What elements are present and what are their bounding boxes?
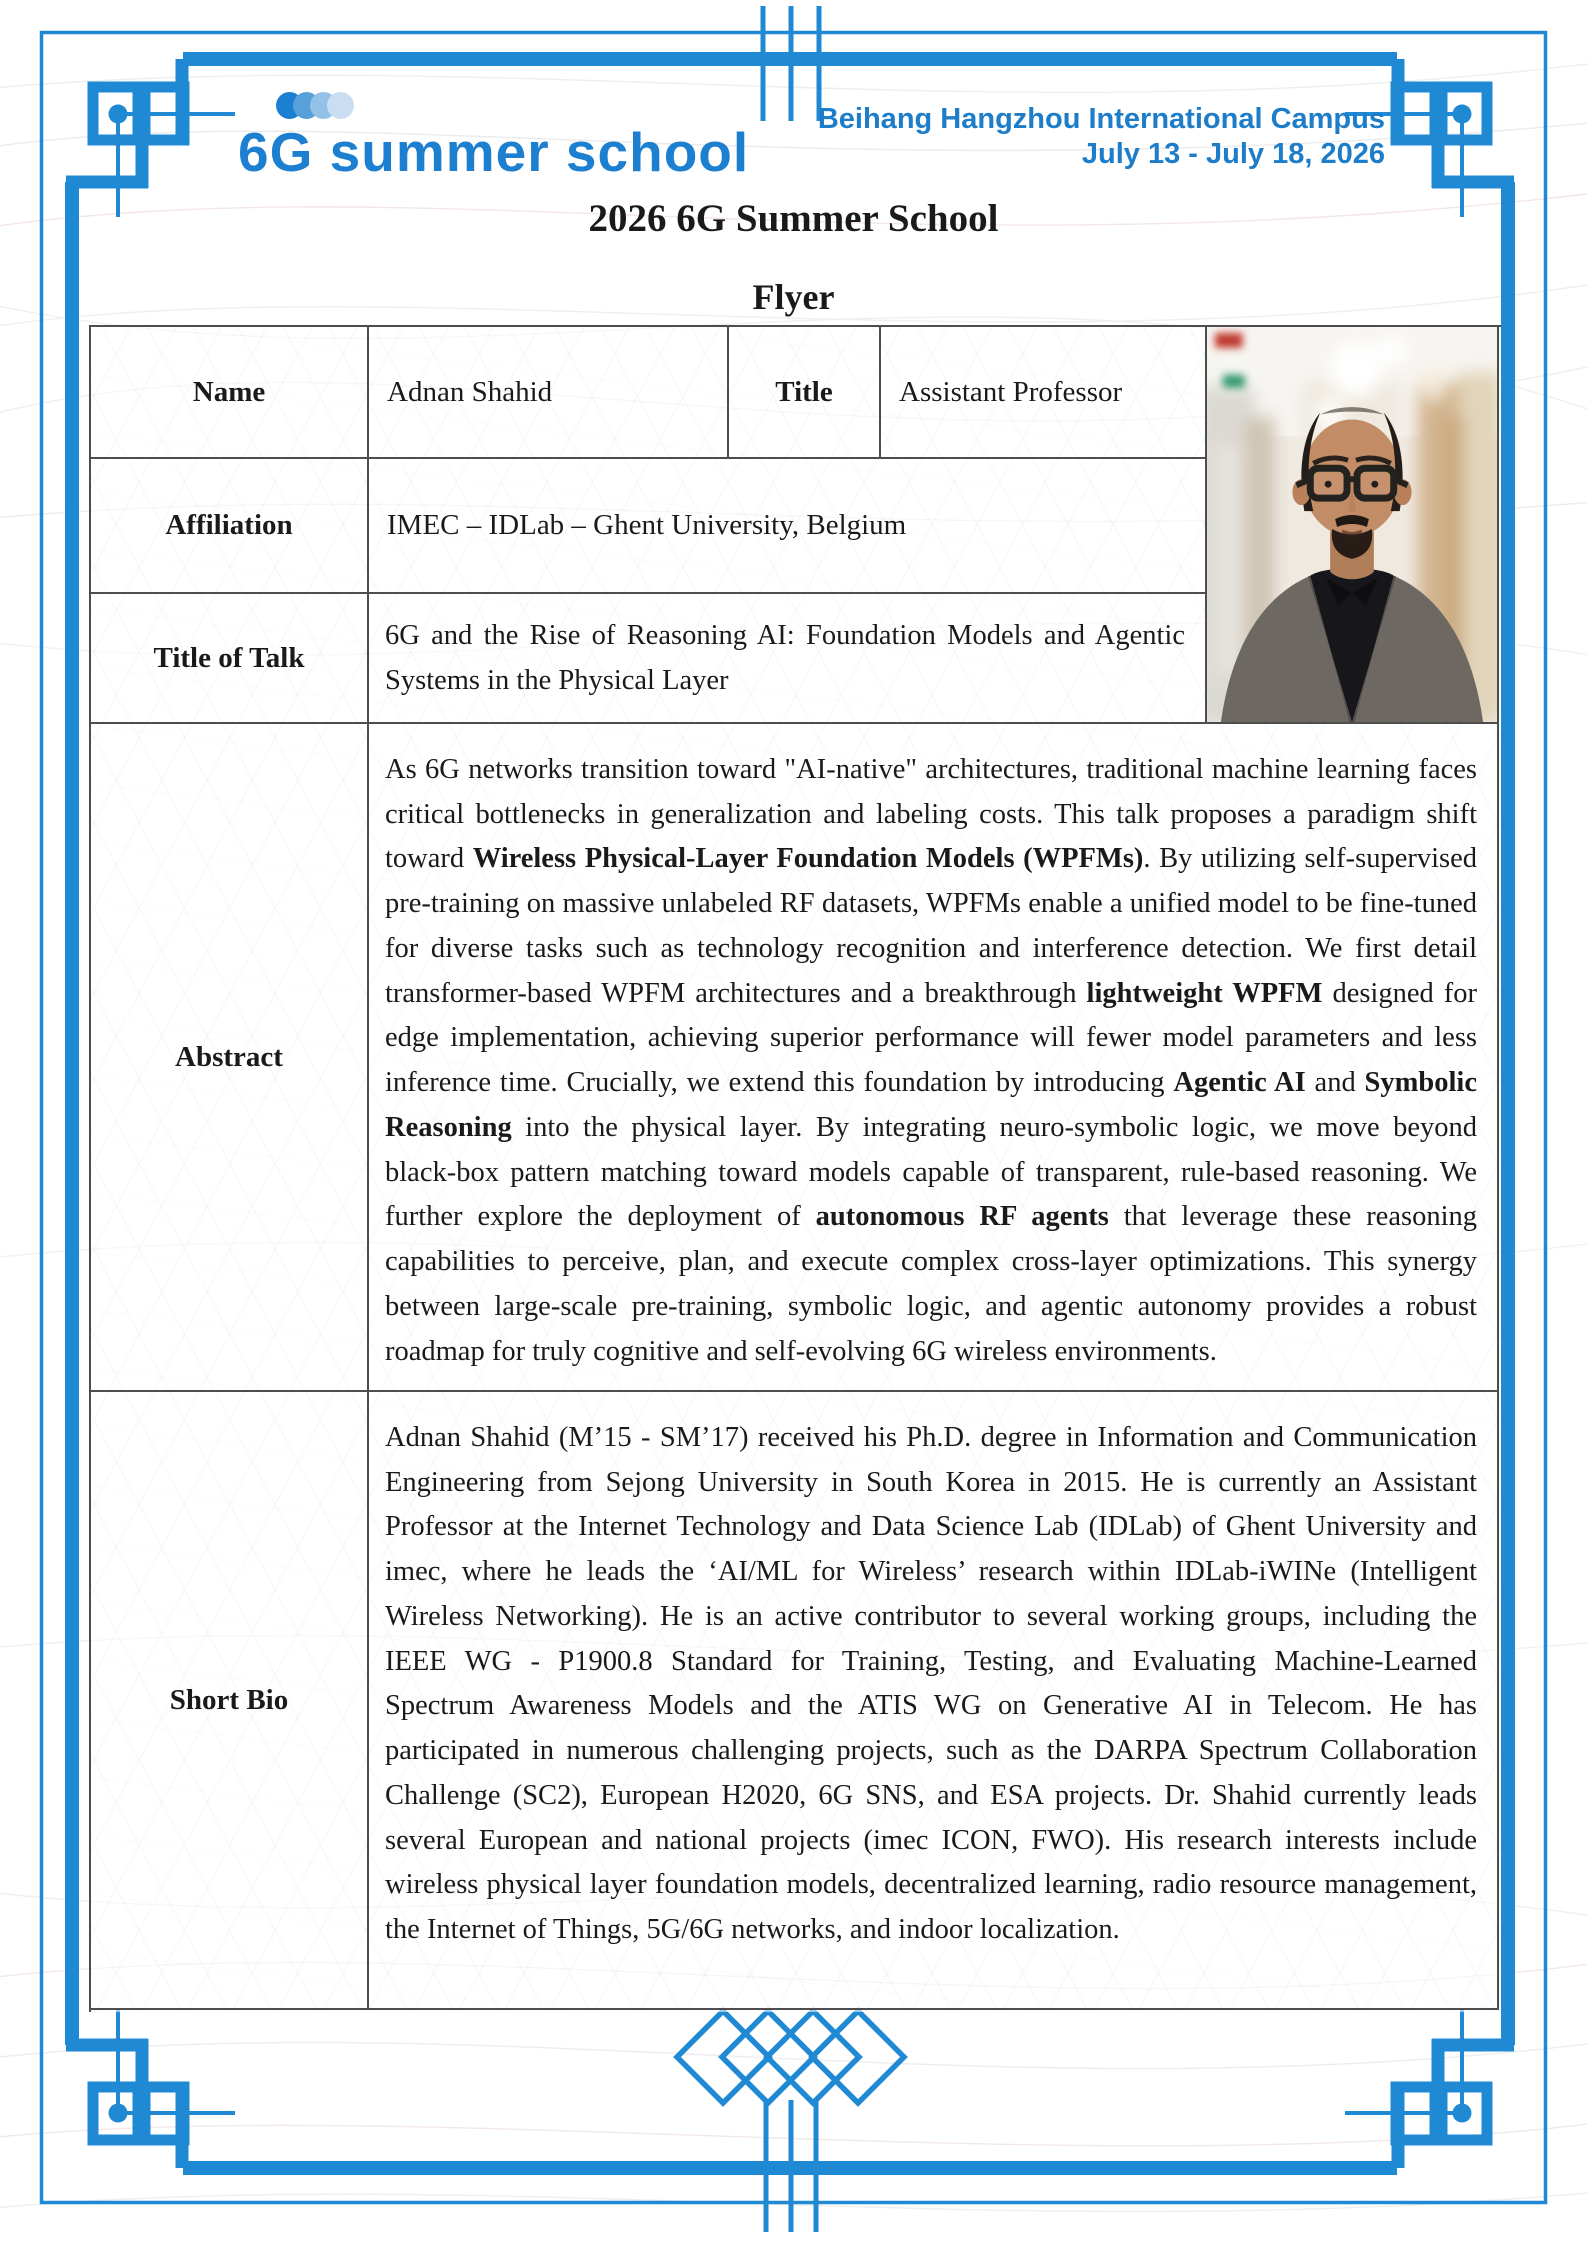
corner-circuit-top-left-icon [66, 59, 235, 217]
name-value: Adnan Shahid [369, 327, 729, 459]
campus-info [818, 102, 1385, 173]
talk-title-label: Title of Talk [91, 594, 369, 724]
campus-dates: July 13 - July 18, 2026 [1081, 138, 1385, 171]
portrait-illustration [1207, 327, 1497, 722]
affiliation-value: IMEC – IDLab – Ghent University, Belgium [369, 459, 1207, 594]
campus-name: Beihang Hangzhou International Campus [817, 103, 1385, 135]
logo-dots-icon [276, 92, 354, 119]
corner-circuit-bottom-left-icon [66, 2010, 235, 2168]
name-label: Name [91, 327, 369, 459]
abstract-label: Abstract [91, 724, 369, 1392]
page-title: 2026 6G Summer School [588, 197, 999, 240]
top-triple-lines-icon [763, 6, 819, 121]
title-label: Title [729, 327, 881, 459]
short-bio-text: Adnan Shahid (M’15 - SM’17) received his Ph.D. degree in Information and Communication Engineering from Sejong University in South Korea in 2015. He is currently an Assistant Professor at the Internet Technology and Data Science Lab (IDLab) of Ghent University and imec, where he leads the ‘AI/ML for Wireless’ research within IDLab-iWINe (Intelligent Wireless Networking). He is an active contributor to several working groups, including the IEEE WG - P1900.8 Standard for Training, Testing, and Evaluating Machine-Learned Spectrum Awareness Models and the ATIS WG on Generative AI in Telecom. He has participated in numerous challenging projects, such as the DARPA Spectrum Collaboration Challenge (SC2), European H2020, 6G SNS, and ESA projects. Dr. Shahid currently leads several European and national projects (imec ICON, FWO). His research interests include wireless physical layer foundation models, decentralized learning, radio resource management, the Internet of Things, 5G/6G networks, and indoor localization. [369, 1392, 1499, 2010]
short-bio-label: Short Bio [91, 1392, 369, 2010]
bottom-triple-lines-icon [766, 2100, 816, 2232]
title-value: Assistant Professor [881, 327, 1207, 459]
speaker-photo [1207, 327, 1499, 724]
abstract-text: As 6G networks transition toward "AI-native" architectures, traditional machine learning faces critical bottlenecks in generalization and labeling costs. This talk proposes a paradigm shift toward Wireless Physical-Layer Foundation Models (WPFMs). By utilizing self-supervised pre-training on massive unlabeled RF datasets, WPFMs enable a unified model to be fine-tuned for diverse tasks such as technology recognition and interference detection. We first detail transformer-based WPFM architectures and a breakthrough lightweight WPFM designed for edge implementation, achieving superior performance will fewer model parameters and less inference time. Crucially, we extend this foundation by introducing Agentic AI and Symbolic Reasoning into the physical layer. By integrating neuro-symbolic logic, we move beyond black-box pattern matching toward models capable of transparent, rule-based reasoning. We further explore the deployment of autonomous RF agents that leverage these reasoning capabilities to perceive, plan, and execute complex cross-layer optimizations. This synergy between large-scale pre-training, symbolic logic, and agentic autonomy provides a robust roadmap for truly cognitive and self-evolving 6G wireless environments. [369, 724, 1499, 1392]
page-subtitle: Flyer [752, 277, 835, 317]
corner-circuit-bottom-right-icon [1345, 2010, 1514, 2168]
talk-title-value: 6G and the Rise of Reasoning AI: Foundation Models and Agentic Systems in the Physical Layer [369, 594, 1207, 724]
affiliation-label: Affiliation [91, 459, 369, 594]
diamond-ornament-icon [677, 2011, 904, 2103]
logo-text: 6G summer school [238, 121, 750, 183]
flyer-table [89, 325, 1501, 2012]
